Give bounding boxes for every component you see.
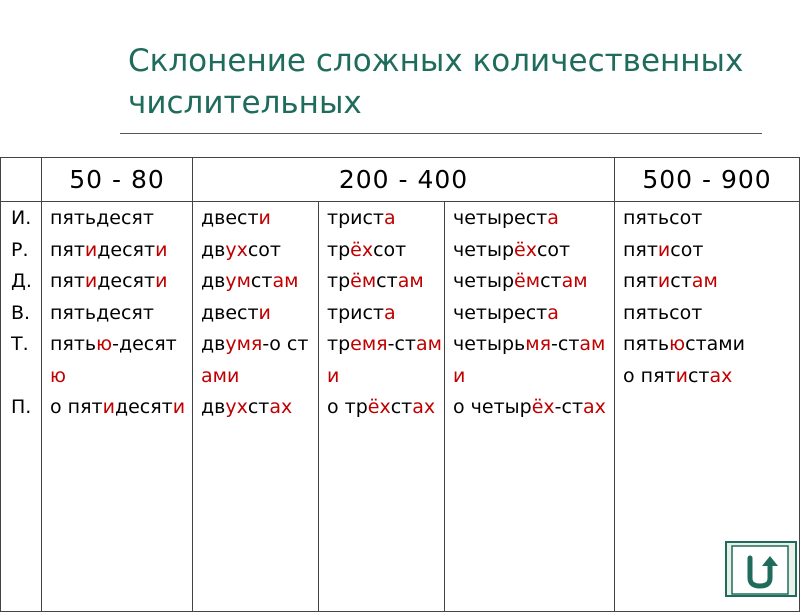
word-ending: ах [709,364,733,387]
word-ending: ём [514,270,541,292]
word-stem: о тр [327,396,368,418]
word-ending: умя [225,333,263,355]
word-form [453,298,614,330]
word-form [50,235,192,267]
word-ending: ах [583,396,606,418]
word-stem: четырест [453,207,548,229]
case-list [1,202,41,424]
word-stem: ст [247,396,270,418]
word-stem: трист [327,301,384,324]
word-list [615,202,799,392]
word-stem: о пят [50,396,103,418]
word-stem: четыр [453,238,515,261]
word-form [327,298,444,330]
word-stem: ст [390,396,413,418]
word-ending: ух [225,238,248,261]
word-form [50,203,192,235]
word-ending: ух [225,396,248,418]
word-form [453,329,614,392]
word-form [623,329,799,361]
word-ending: и [657,270,671,292]
case-label: И. [11,207,32,229]
case-label: Д. [11,270,32,292]
word-list [193,202,318,424]
word-form [453,392,614,424]
word-ending: ах [412,396,436,418]
word-stem: сот [670,238,704,261]
column-50-80 [42,202,193,612]
word-stem: -ст [551,333,580,355]
header-case [1,158,42,202]
word-stem: ст [250,270,273,292]
case-label: Т. [11,333,29,355]
word-stem: пять [623,333,670,355]
word-stem: тр [327,238,351,261]
word-stem: дв [201,238,226,261]
word-ending: а [384,207,396,229]
word-ending: емя [350,333,388,355]
word-ending: ам [272,270,299,292]
word-stem: пятьдесят [50,207,154,229]
word-form [453,235,614,267]
word-stem: пятьсот [623,207,703,229]
word-stem: четырест [453,301,548,324]
word-list [445,202,614,424]
word-form [623,203,799,235]
word-stem: стами [685,333,745,355]
word-stem: пят [50,238,85,261]
word-stem: тр [327,270,351,292]
case-label: Р. [11,238,29,261]
word-stem: пят [623,270,658,292]
word-form [623,361,799,393]
word-form [327,329,444,392]
word-ending: ёх [514,238,537,261]
word-ending: ю [96,333,113,355]
word-stem: сот [247,238,281,261]
word-stem: пятьдесят [50,301,154,324]
word-stem: -о ст [262,333,309,355]
word-stem: ст [687,364,710,387]
word-stem: дв [201,333,226,355]
word-stem: ст [540,270,562,292]
case-label: П. [11,396,32,418]
word-form [50,392,192,424]
word-form [201,298,318,330]
word-stem: четырь [453,333,526,355]
word-list [42,202,192,424]
word-form [327,235,444,267]
word-ending: и [155,238,168,261]
word-ending: ум [225,270,251,292]
column-300 [319,202,445,612]
title-divider [120,133,762,134]
word-ending: ём [350,270,377,292]
word-form [327,203,444,235]
word-stem: трист [327,207,384,229]
word-stem: -ст [554,396,584,418]
word-ending: ам [397,270,424,292]
header-row [1,158,800,202]
word-stem: десят [97,238,156,261]
word-list [319,202,444,424]
word-stem: пять [50,333,97,355]
word-ending: а [384,301,396,324]
case-label [11,361,41,393]
word-form [327,266,444,298]
word-stem: десят [114,396,173,418]
word-stem: дв [201,396,226,418]
word-ending: ами [453,333,606,387]
word-ending: и [84,238,98,261]
word-ending: ам [691,270,718,292]
word-stem: -десят [112,333,177,355]
word-ending: и [172,396,186,418]
word-form [623,266,799,298]
return-arrow-icon [724,540,798,598]
word-stem: пят [623,238,658,261]
word-ending: и [657,238,671,261]
word-ending: и [155,270,168,292]
word-stem: дв [201,270,226,292]
word-ending: и [675,364,688,387]
word-ending: ам [561,270,588,292]
word-form [50,266,192,298]
word-ending: а [547,207,559,229]
case-label: В. [11,301,31,324]
word-ending: и [84,270,98,292]
word-ending: ами [201,364,240,387]
word-form [327,392,444,424]
word-form [201,392,318,424]
case-column [1,202,42,612]
word-stem: ст [670,270,692,292]
word-form [623,298,799,330]
word-ending: ю [669,333,686,355]
word-ending: мя [525,333,552,355]
word-ending: ами [327,333,442,387]
word-stem: сот [536,238,571,261]
return-button[interactable] [724,540,798,598]
word-stem: пятьсот [623,301,703,324]
word-ending: ёх [367,396,391,418]
word-stem: двест [201,301,259,324]
word-ending: и [102,396,115,418]
header-500-900: 500 - 900 [615,158,800,202]
word-stem: тр [327,333,351,355]
declension-table [0,157,800,612]
word-ending: и [258,207,271,229]
word-stem: сот [373,238,407,261]
word-form [453,203,614,235]
word-stem: о пят [623,364,676,387]
column-400 [445,202,615,612]
word-ending: а [547,301,559,324]
body-row [1,202,800,612]
word-form [201,203,318,235]
word-ending: ёх [531,396,555,418]
header-50-80: 50 - 80 [42,158,193,202]
word-ending: ю [50,364,66,387]
word-form [50,298,192,330]
word-ending: и [258,301,271,324]
word-form [201,266,318,298]
word-stem: двест [201,207,259,229]
word-stem: -ст [387,333,416,355]
header-200-400: 200 - 400 [193,158,615,202]
word-stem: десят [97,270,156,292]
word-stem: ст [376,270,398,292]
word-form [50,329,192,392]
word-stem: пят [50,270,85,292]
word-stem: о четыр [453,396,532,418]
word-form [453,266,614,298]
slide-title: Склонение сложных количественных числительных [128,43,744,121]
word-form [201,235,318,267]
word-stem: четыр [453,270,515,292]
column-200 [193,202,319,612]
word-form [623,235,799,267]
word-form [201,329,318,392]
word-ending: ах [269,396,293,418]
word-ending: ёх [350,238,374,261]
